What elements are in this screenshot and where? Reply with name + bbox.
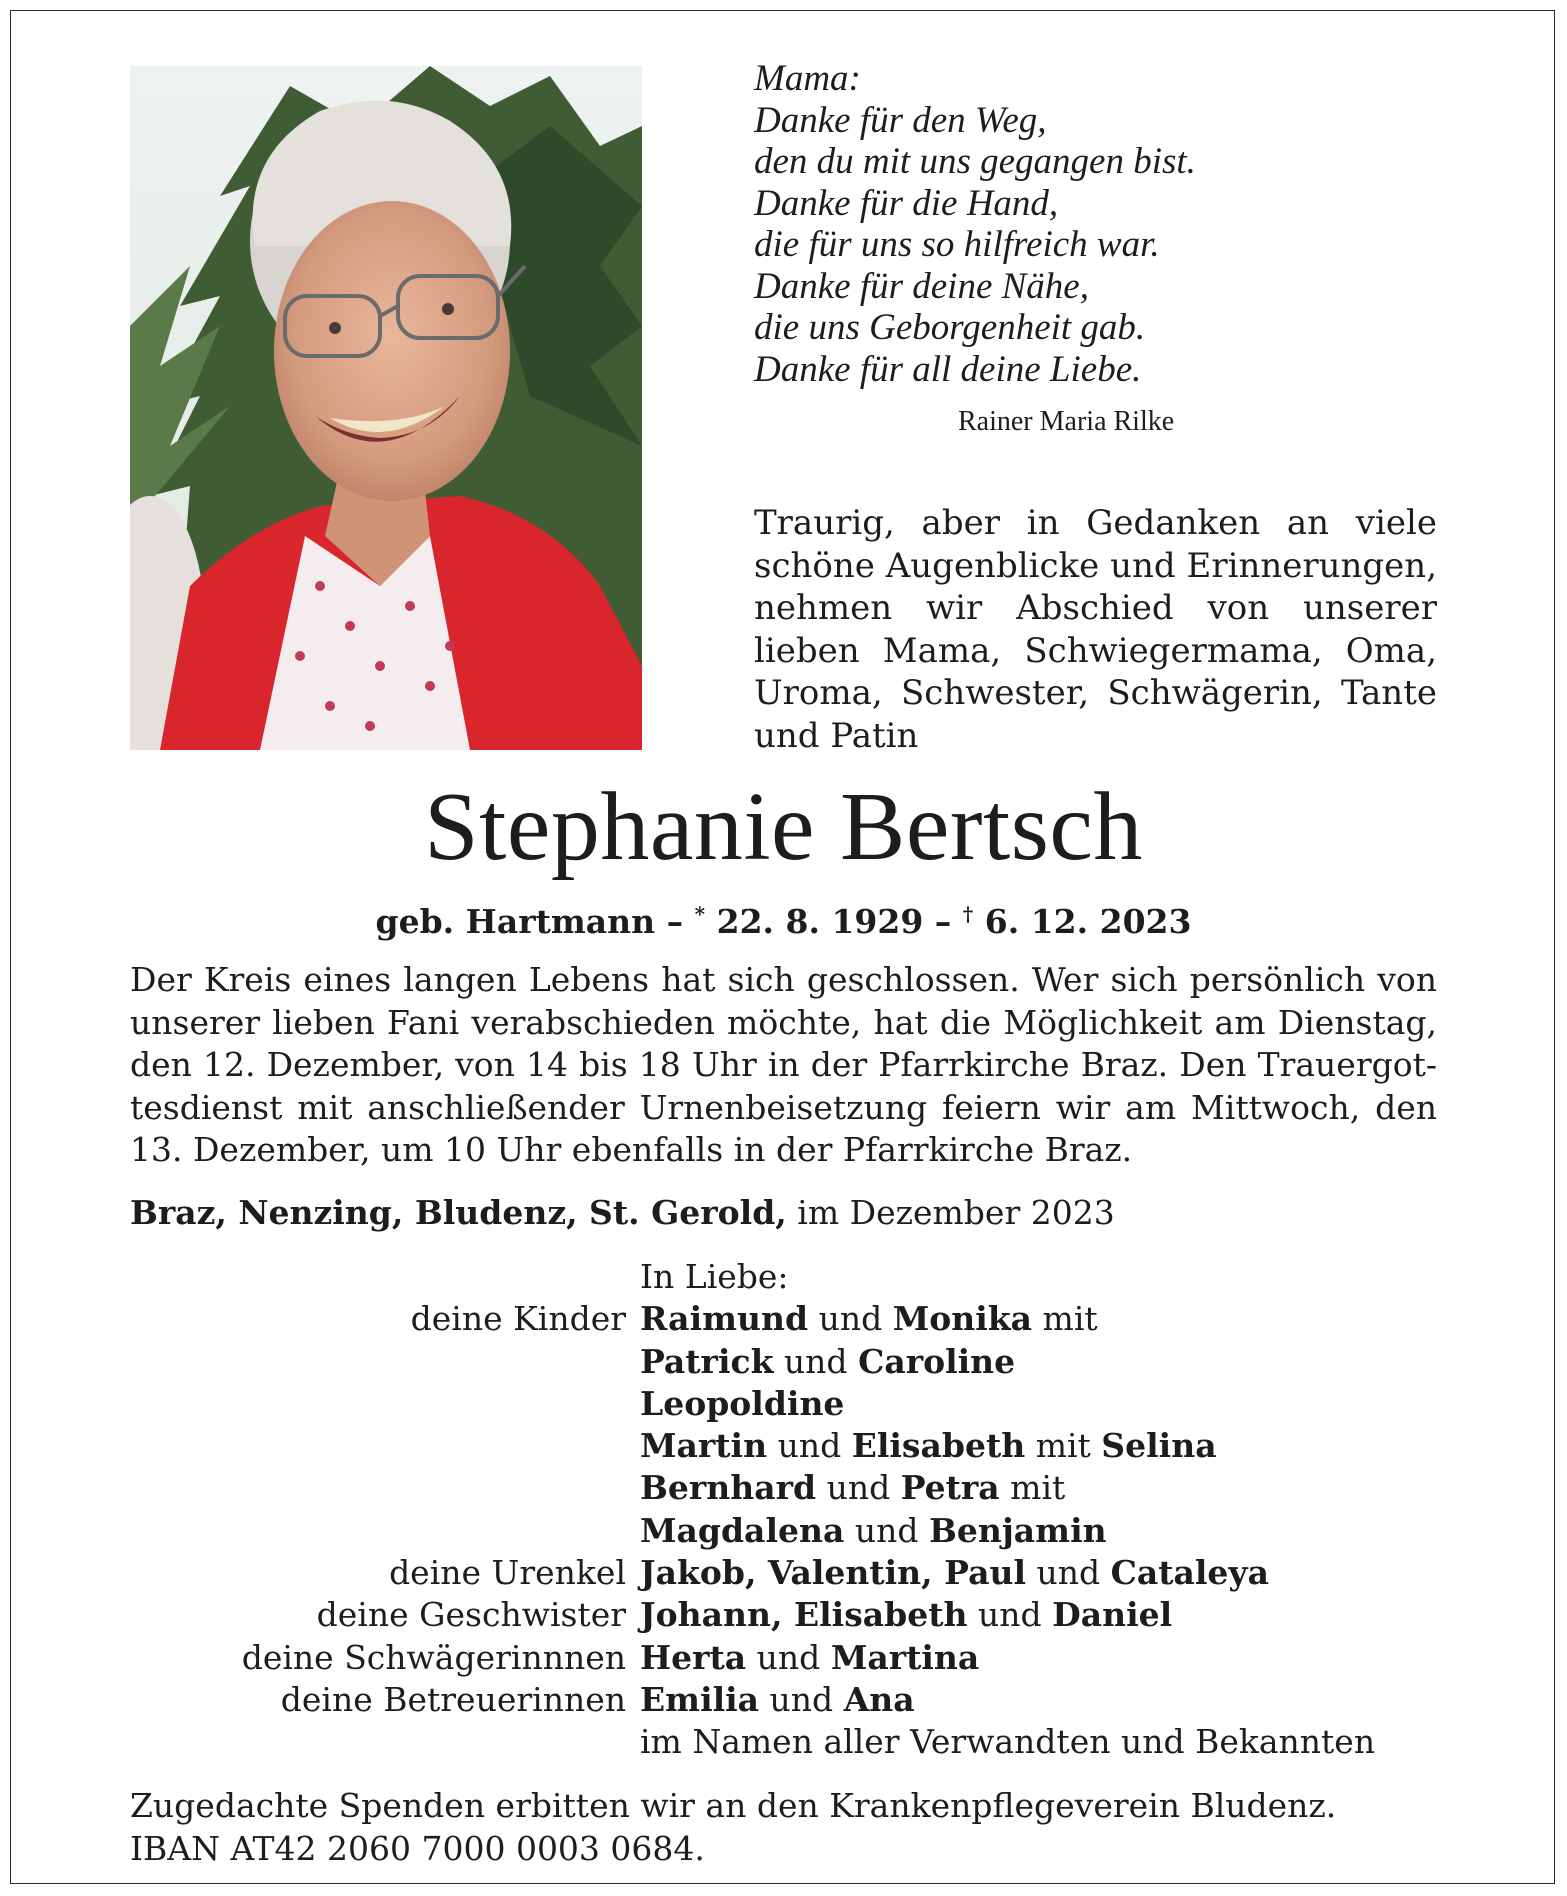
mourner-names: [640, 1467, 1065, 1509]
mourner-name: Herta: [640, 1637, 747, 1677]
mourner-names: [640, 1383, 844, 1425]
mourner-names: [640, 1721, 1375, 1763]
mourner-name: Caroline: [858, 1341, 1016, 1381]
born-name: geb. Hartmann: [375, 902, 656, 941]
mourner-relation: [130, 1510, 640, 1552]
portrait-icon: [130, 66, 642, 750]
mourner-relation: deine Betreuerinnen: [280, 1679, 626, 1719]
mourner-name: Ana: [843, 1679, 915, 1719]
mourner-name: Raimund: [640, 1299, 809, 1339]
place-date: im Dezember 2023: [797, 1193, 1115, 1232]
iban: IBAN AT42 2060 7000 0003 0684.: [130, 1828, 705, 1868]
mourner-row: [130, 1637, 1530, 1679]
mourner-connector: und: [967, 1595, 1053, 1635]
place-and-date: [130, 1193, 1115, 1232]
mourner-connector: und: [767, 1426, 852, 1466]
mourner-row: [130, 1721, 1530, 1763]
mourner-relation: deine Kinder: [410, 1299, 626, 1339]
mourner-name: Selina: [1101, 1426, 1217, 1466]
mourner-names: [640, 1594, 1172, 1636]
mourner-relation: deine Urenkel: [389, 1553, 626, 1593]
mourner-relation: deine Schwägerinnnen: [241, 1637, 626, 1677]
mourner-relation: [130, 1425, 640, 1467]
mourner-row: [130, 1510, 1530, 1552]
mourner-row: [130, 1594, 1530, 1636]
mourner-connector: und: [816, 1468, 901, 1508]
mourners-list: [130, 1256, 1530, 1764]
mourner-name: Martin: [640, 1426, 768, 1466]
deceased-name: Stephanie Bertsch: [424, 773, 1143, 881]
mourner-relation: deine Geschwister: [316, 1595, 626, 1635]
mourner-row: [130, 1425, 1530, 1467]
mourner-name: Cataleya: [1110, 1553, 1269, 1593]
mourner-connector: und: [746, 1637, 831, 1677]
mourner-relation: [130, 1721, 640, 1763]
mourner-connector: und: [759, 1679, 844, 1719]
date-dash: –: [934, 902, 952, 941]
mourner-connector: und: [1026, 1553, 1111, 1593]
mourner-connector: mit: [1025, 1426, 1102, 1466]
mourner-row: [130, 1679, 1530, 1721]
poem: [754, 58, 1454, 390]
birth-date: 22. 8. 1929: [716, 902, 924, 941]
place-towns: Braz, Nenzing, Bludenz, St. Gerold,: [130, 1193, 787, 1232]
portrait-photo: [130, 66, 642, 750]
death-date: 6. 12. 2023: [984, 902, 1192, 941]
mourner-name: Magdalena: [640, 1510, 845, 1550]
mourner-connector: und: [773, 1341, 859, 1381]
death-symbol: †: [962, 902, 974, 926]
mourner-connector: mit: [999, 1468, 1066, 1508]
mourner-names: [640, 1341, 1015, 1383]
mourner-names: [640, 1298, 1098, 1340]
poem-author: Rainer Maria Rilke: [958, 406, 1175, 437]
poem-line: die für uns so hilfreich war.: [754, 224, 1160, 265]
mourner-row: [130, 1341, 1530, 1383]
mourner-name: Jakob, Valentin, Paul: [640, 1553, 1026, 1593]
mourner-connector: und: [808, 1299, 893, 1339]
donation-note: Zugedachte Spenden erbitten wir an den Krankenpflegeverein Bludenz.: [130, 1786, 1337, 1825]
mourner-relation: [130, 1467, 640, 1509]
mourner-name: Benjamin: [928, 1510, 1107, 1550]
mourner-names: [640, 1679, 915, 1721]
poem-line: Danke für deine Nähe,: [754, 265, 1089, 307]
birth-symbol: *: [694, 902, 706, 926]
mourner-names: [640, 1510, 1107, 1552]
mourner-row: [130, 1298, 1530, 1340]
mourner-row: [130, 1383, 1530, 1425]
mourner-connector: und: [844, 1510, 929, 1550]
mourner-names: [640, 1425, 1217, 1467]
mourners-intro: In Liebe:: [640, 1257, 789, 1296]
mourner-name: Johann, Elisabeth: [640, 1595, 968, 1635]
mourner-name: Petra: [900, 1468, 1000, 1508]
funeral-details: Der Kreis eines langen Lebens hat sich geschlossen. Wer sich persönlich von unserer lieben Fani verabschieden möchte, hat die Möglichkeit am Dienstag, den 12. Dezember, von 14 bis 18 Uhr in der Pfarrkirche Braz. Den Trauergottesdienst mit anschließender Urnenbeisetzung feiern wir am Mittwoch, den 13. Dezember, um 10 Uhr ebenfalls in der Pfarrkirche Braz.: [130, 960, 1437, 1169]
mourner-name: Leopoldine: [640, 1383, 845, 1423]
poem-line: den du mit uns gegangen bist.: [754, 141, 1196, 182]
life-dates: [0, 902, 1567, 941]
mourner-name: Daniel: [1052, 1595, 1173, 1635]
poem-line: Danke für die Hand,: [754, 182, 1059, 224]
mourner-connector: im Namen aller Verwandten und Bekannten: [640, 1722, 1376, 1762]
intro-text: Traurig, aber in Gedanken an viele schöne Augenblicke und Erinnerungen, nehmen wir Abschied von unserer lieben Mama, Schwiegermama, Oma, Uroma, Schwester, Schwägerin, Tante und Patin: [754, 503, 1437, 756]
poem-line: Mama:: [754, 58, 861, 99]
mourner-name: Martina: [830, 1637, 980, 1677]
footer: [130, 1785, 1480, 1870]
date-dash: –: [666, 902, 684, 941]
mourner-connector: mit: [1032, 1299, 1098, 1339]
mourner-name: Emilia: [640, 1679, 760, 1719]
mourner-name: Bernhard: [640, 1468, 817, 1508]
poem-line: die uns Geborgenheit gab.: [754, 307, 1146, 348]
mourner-relation: [130, 1383, 640, 1425]
poem-line: Danke für all deine Liebe.: [754, 348, 1142, 390]
mourner-name: Monika: [892, 1299, 1033, 1339]
mourner-name: Elisabeth: [851, 1426, 1026, 1466]
mourner-names: [640, 1552, 1269, 1594]
mourners-intro-row: [130, 1256, 1530, 1298]
mourner-relation: [130, 1341, 640, 1383]
mourner-name: Patrick: [640, 1341, 774, 1381]
mourner-row: [130, 1552, 1530, 1594]
mourner-names: [640, 1637, 979, 1679]
mourner-row: [130, 1467, 1530, 1509]
poem-line: Danke für den Weg,: [754, 99, 1047, 141]
